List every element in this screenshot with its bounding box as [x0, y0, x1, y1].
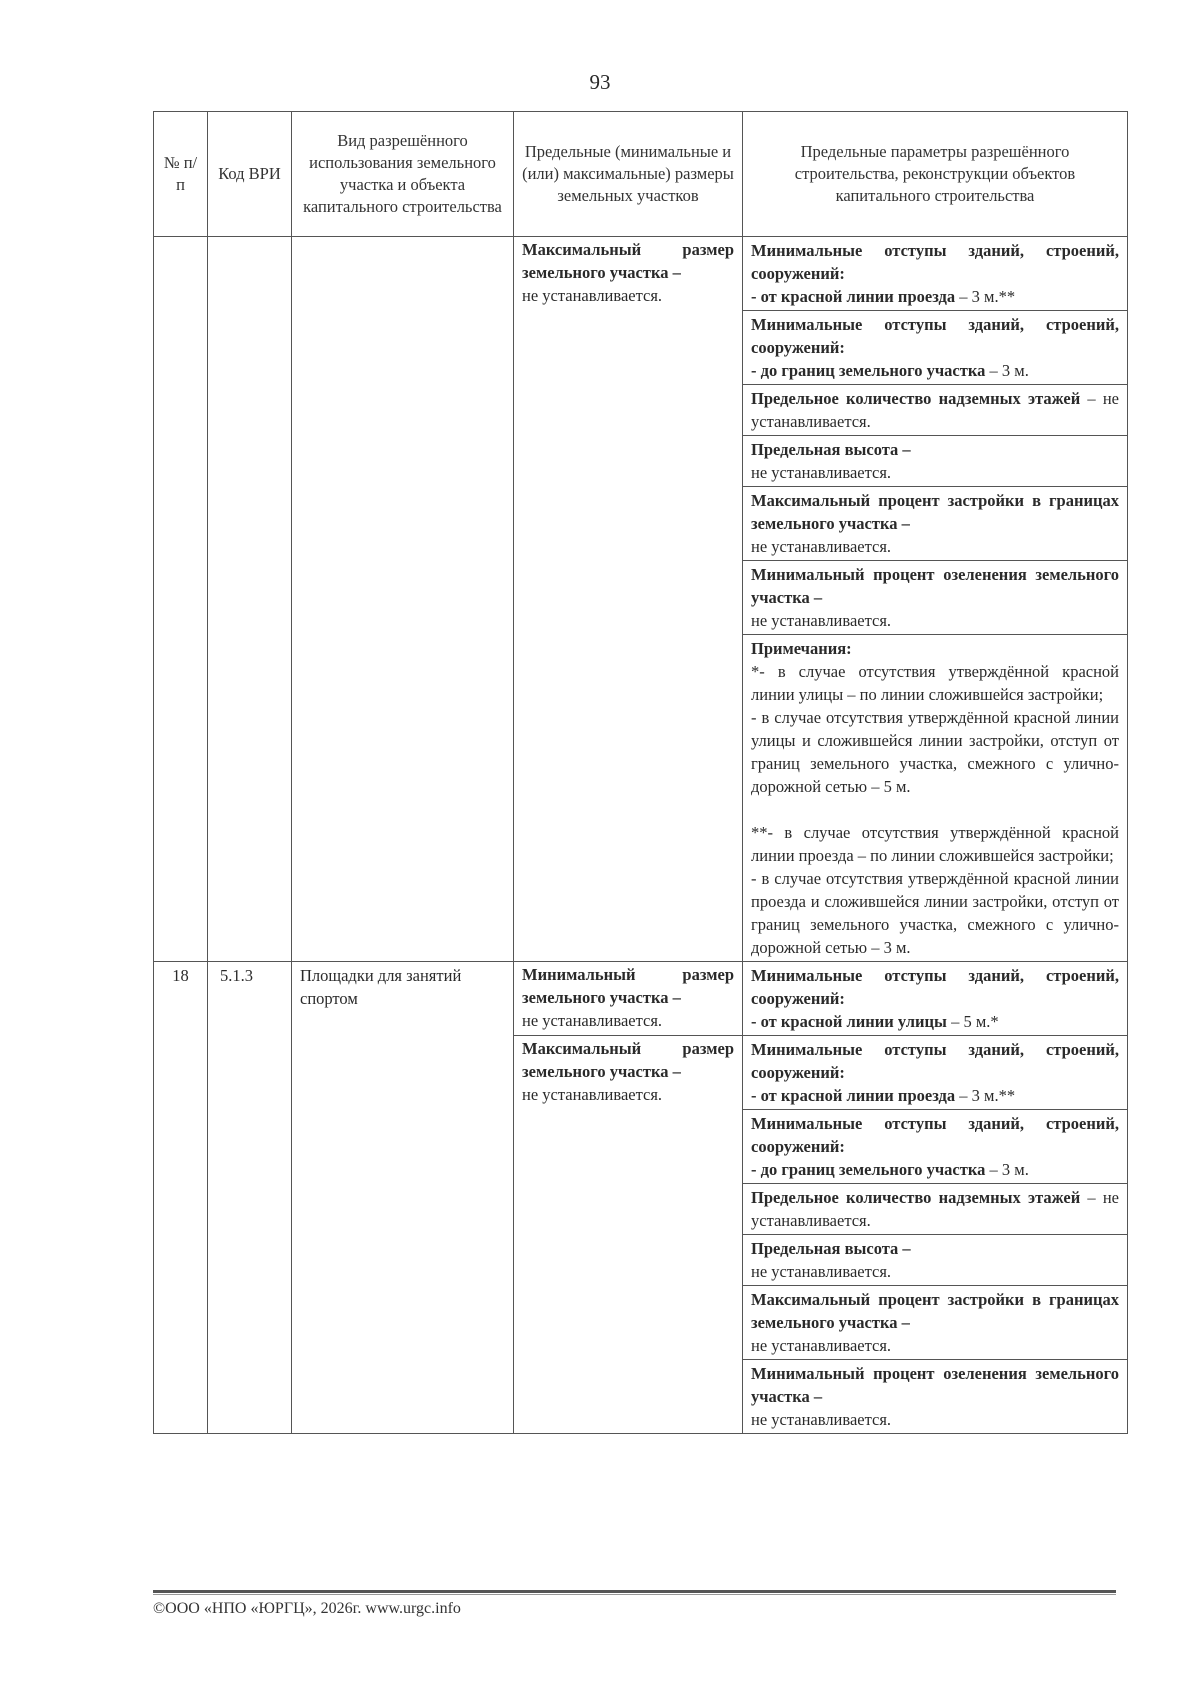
header-code: Код ВРИ [208, 112, 292, 237]
param-max-coverage: Максимальный процент застройки в границах земельного участка – не устанавливается. [743, 487, 1128, 561]
row18-param-min-greenery: Минимальный процент озеленения земельного участка – не устанавливается. [743, 1360, 1128, 1434]
row18-param-setback-driveway: Минимальные отступы зданий, строений, сооружений: - от красной линии проезда – 3 м.** [743, 1036, 1128, 1110]
row18-param-height: Предельная высота – не устанавливается. [743, 1235, 1128, 1286]
row18-param-floors: Предельное количество надземных этажей – не устанавливается. [743, 1184, 1128, 1235]
row18-max-size-cell: Максимальный размер земельного участка – не устанавливается. [514, 1036, 743, 1434]
notes-cell [743, 635, 1128, 962]
note-1: *- в случае отсутствия утверждённой красной линии улицы – по линии сложившейся застройки; [751, 662, 1119, 704]
cont-name-cell [292, 237, 514, 962]
note-2: - в случае отсутствия утверждённой красной линии улицы и сложившейся линии застройки, отступ от границ земельного участка, смежного с улично-дорожной сетью – 5 м. [751, 708, 1119, 796]
header-use-type: Вид разрешённого использования земельного участка и объекта капитального строительства [292, 112, 514, 237]
param-height: Предельная высота – не устанавливается. [743, 436, 1128, 487]
row18-param-max-coverage: Максимальный процент застройки в границах земельного участка – не устанавливается. [743, 1286, 1128, 1360]
regulations-table [153, 111, 1128, 1434]
footer-divider-thin [153, 1594, 1116, 1595]
note-3: **- в случае отсутствия утверждённой красной линии проезда – по линии сложившейся застройки; [751, 823, 1119, 865]
cont-max-size-cell [514, 237, 743, 962]
max-size-value: не устанавливается. [522, 286, 663, 305]
param-setback-plot-border: Минимальные отступы зданий, строений, сооружений: - до границ земельного участка – 3 м. [743, 311, 1128, 385]
param-min-greenery: Минимальный процент озеленения земельного участка – не устанавливается. [743, 561, 1128, 635]
max-size-label: Максимальный размер земельного участка – [522, 240, 734, 282]
note-4: - в случае отсутствия утверждённой красной линии проезда и сложившейся линии застройки, отступ от границ земельного участка, смежного с улично-дорожной сетью – 3 м. [751, 869, 1119, 957]
cont-number-cell [154, 237, 208, 962]
notes-title: Примечания: [751, 639, 852, 658]
row18-min-size-cell: Минимальный размер земельного участка – не устанавливается. [514, 962, 743, 1036]
header-number: № п/п [154, 112, 208, 237]
header-build-params: Предельные параметры разрешённого строительства, реконструкции объектов капитального строительства [743, 112, 1128, 237]
param-setback-driveway: Минимальные отступы зданий, строений, сооружений: - от красной линии проезда – 3 м.** [743, 237, 1128, 311]
footer-copyright: ©ООО «НПО «ЮРГЦ», 2026г. www.urgc.info [153, 1600, 461, 1617]
row18-number: 18 [154, 962, 208, 1434]
page-number: 93 [589, 70, 611, 94]
footer-divider [153, 1590, 1116, 1593]
header-plot-sizes: Предельные (минимальные и (или) максимальные) размеры земельных участков [514, 112, 743, 237]
param-floors: Предельное количество надземных этажей – не устанавливается. [743, 385, 1128, 436]
row18-param-setback-street: Минимальные отступы зданий, строений, сооружений: - от красной линии улицы – 5 м.* [743, 962, 1128, 1036]
row18-use-name: Площадки для занятий спортом [292, 962, 514, 1434]
cont-code-cell [208, 237, 292, 962]
row18-param-setback-plot-border: Минимальные отступы зданий, строений, сооружений: - до границ земельного участка – 3 м. [743, 1110, 1128, 1184]
row18-code: 5.1.3 [208, 962, 292, 1434]
